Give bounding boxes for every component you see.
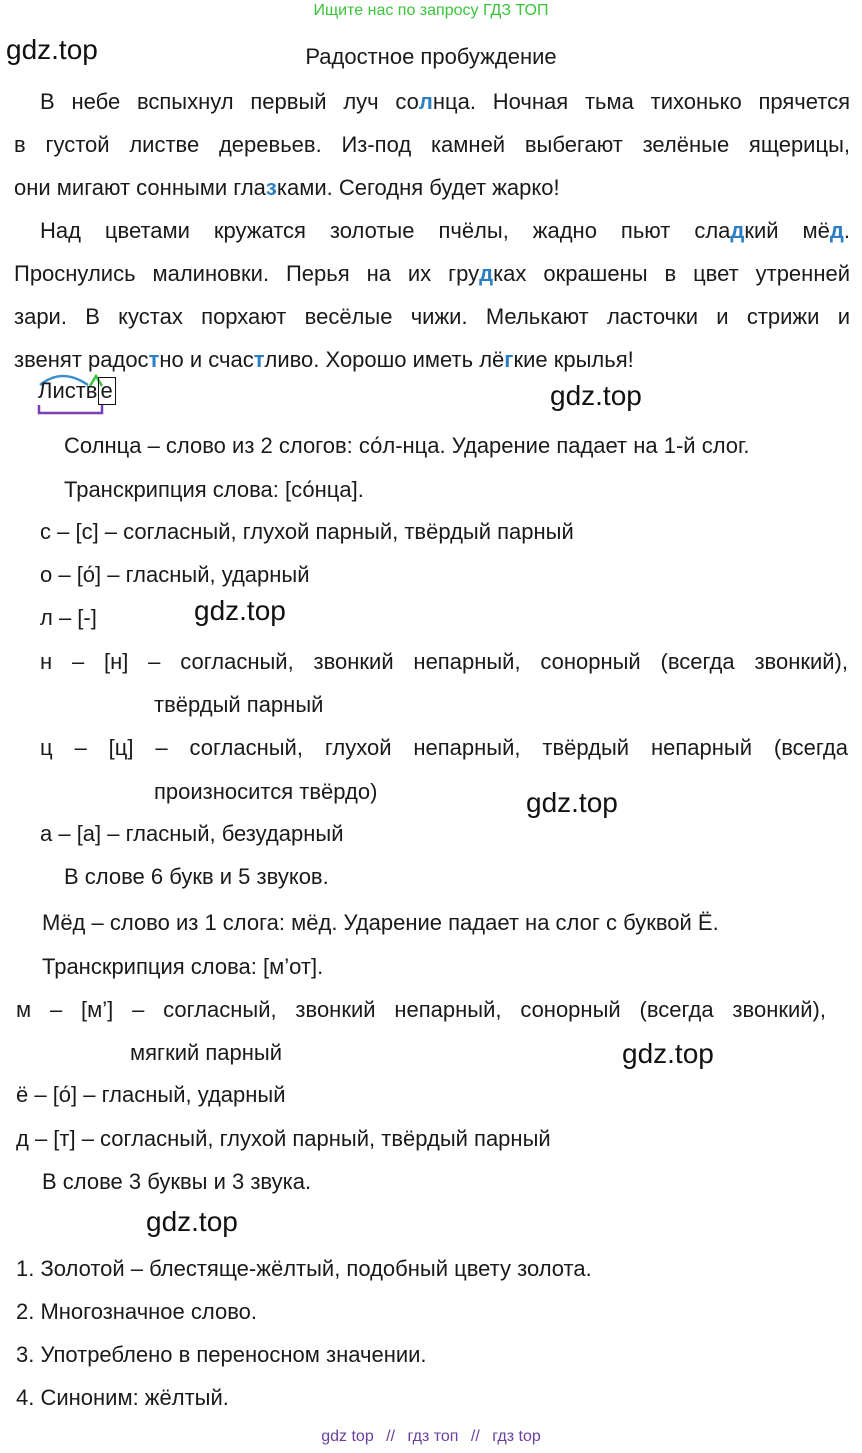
sound-line: о – [о́] – гласный, ударный <box>40 562 310 587</box>
analysis-summary: В слове 3 буквы и 3 звука. <box>42 1169 312 1194</box>
text-line: звенят радостно и счастливо. Хорошо иметь лёгкие крылья! <box>14 347 634 372</box>
sound-line: л – [-] <box>40 605 97 630</box>
morpheme-analysis <box>38 377 116 405</box>
text-line: они мигают сонными глазками. Сегодня будет жарко! <box>14 175 560 200</box>
sound-line: а – [а] – гласный, безударный <box>40 821 344 846</box>
watermark: gdz.top <box>194 595 286 626</box>
footer-separator: // <box>470 1428 480 1445</box>
text-line: зари. В кустах порхают весёлые чижи. Мелькают ласточки и стрижи и <box>14 304 850 329</box>
list-item: 2. Многозначное слово. <box>16 1299 257 1324</box>
sound-line: н – [н] – согласный, звонкий непарный, сонорный (всегда звонкий), <box>40 649 848 674</box>
watermark: gdz.top <box>550 380 642 411</box>
sound-line: м – [м’] – согласный, звонкий непарный, сонорный (всегда звонкий), <box>16 997 826 1022</box>
list-item: 4. Синоним: жёлтый. <box>16 1385 229 1410</box>
top-banner: Ищите нас по запросу ГДЗ ТОП <box>313 2 549 19</box>
sound-line: ц – [ц] – согласный, глухой непарный, твёрдый непарный (всегда <box>40 735 848 760</box>
word-ending: е <box>98 377 116 405</box>
text-line: в густой листве деревьев. Из-под камней выбегают зелёные ящерицы, <box>14 132 850 157</box>
sound-line: произносится твёрдо) <box>154 779 378 804</box>
text-line: В небе вспыхнул первый луч солнца. Ночная тьма тихонько прячется <box>40 89 850 114</box>
list-item: 1. Золотой – блестяще-жёлтый, подобный цвету золота. <box>16 1256 592 1281</box>
word-stem: Листв <box>38 378 98 403</box>
footer-link[interactable]: гдз top <box>492 1428 541 1445</box>
watermark: gdz.top <box>526 787 618 818</box>
footer-link[interactable]: gdz top <box>321 1428 374 1445</box>
sound-line: с – [с] – согласный, глухой парный, твёрдый парный <box>40 519 574 544</box>
analysis-line: Транскрипция слова: [со́нца]. <box>64 477 364 502</box>
sound-line: д – [т] – согласный, глухой парный, твёрдый парный <box>16 1126 551 1151</box>
analysis-line: Мёд – слово из 1 слога: мёд. Ударение падает на слог с буквой Ё. <box>42 910 719 935</box>
morpheme-word <box>38 378 116 403</box>
analysis-summary: В слове 6 букв и 5 звуков. <box>64 864 329 889</box>
text-line: Над цветами кружатся золотые пчёлы, жадно пьют сладкий мёд. <box>40 218 850 243</box>
analysis-line: Солнца – слово из 2 слогов: со́л-нца. Ударение падает на 1-й слог. <box>64 433 750 458</box>
footer-link[interactable]: гдз топ <box>407 1428 459 1445</box>
analysis-line: Транскрипция слова: [м’от]. <box>42 954 324 979</box>
text-line: Проснулись малиновки. Перья на их грудках окрашены в цвет утренней <box>14 261 850 286</box>
watermark: gdz.top <box>146 1206 238 1237</box>
list-item: 3. Употреблено в переносном значении. <box>16 1342 427 1367</box>
page-title: Радостное пробуждение <box>305 44 557 69</box>
stem-bracket <box>39 405 102 413</box>
footer <box>0 1428 862 1446</box>
watermark: gdz.top <box>6 34 98 65</box>
sound-line: мягкий парный <box>130 1040 283 1065</box>
footer-separator: // <box>386 1428 396 1445</box>
sound-line: твёрдый парный <box>154 692 324 717</box>
watermark: gdz.top <box>622 1038 714 1069</box>
sound-line: ё – [о́] – гласный, ударный <box>16 1082 286 1107</box>
